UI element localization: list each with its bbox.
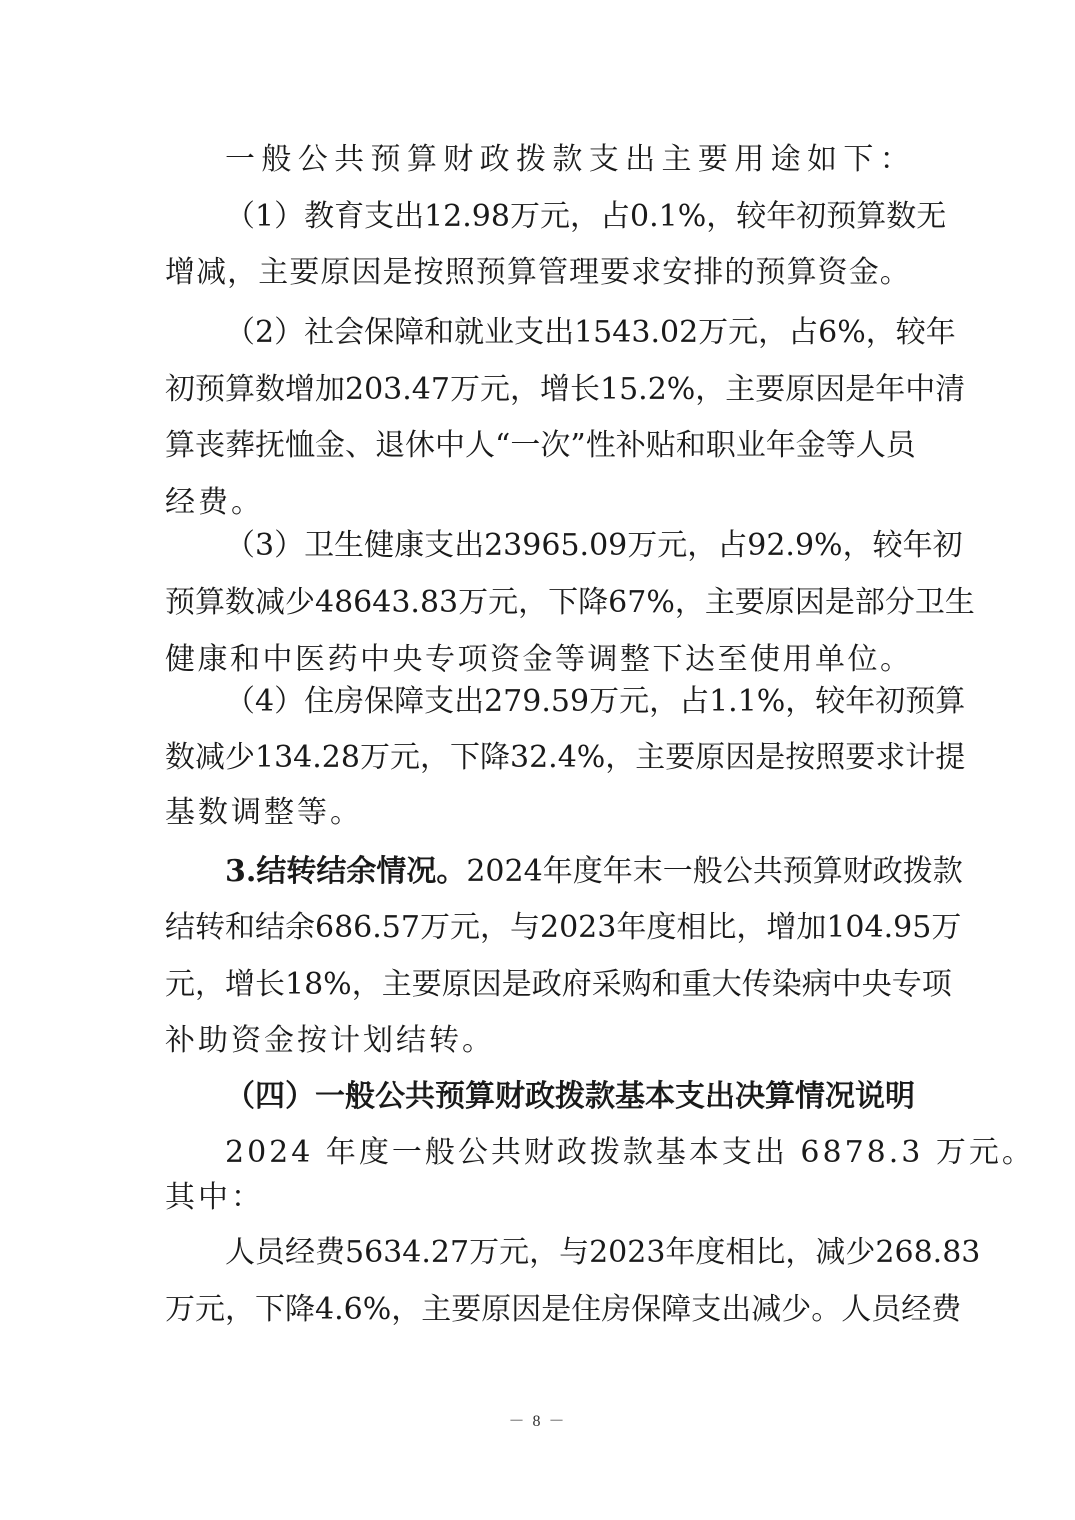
page-number: － 8 － [508, 1413, 567, 1430]
text-line: 增 减 ， 主 要 原 因 是 按 照 预 算 管 理 要 求 安 排 的 预 算 资 金 。 [165, 255, 910, 290]
text-line: 万 元 ， 下 降 4.6% ， 主 要 原 因 是 住 房 保 障 支 出 减 少 。 人 员 经 费 [165, 1292, 962, 1327]
text-line: 初 预 算 数 增 加 203.47 万 元 ， 增 长 15.2% ， 主 要 原 因 是 年 中 清 [165, 372, 966, 407]
text-line: 补助资金按计划结转。 [165, 1023, 495, 1058]
text-line: 健 康 和 中 医 药 中 央 专 项 资 金 等 调 整 下 达 至 使 用 单 位 。 [165, 642, 910, 677]
text-line: 一 般 公 共 预 算 财 政 拨 款 支 出 主 要 用 途 如 下 ： [225, 142, 910, 177]
text-line: 预 算 数 减 少 48643.83 万 元 ， 下 降 67% ， 主 要 原 因 是 部 分 卫 生 [165, 585, 975, 620]
text-line: （ 2 ） 社 会 保 障 和 就 业 支 出 1543.02 万 元 ， 占 6% ， 较 年 [225, 315, 956, 350]
text-line: 其中： [165, 1180, 264, 1215]
text-line: （ 3 ） 卫 生 健 康 支 出 23965.09 万 元 ， 占 92.9% ， 较 年 初 [225, 528, 963, 563]
text-line: （ 4 ） 住 房 保 障 支 出 279.59 万 元 ， 占 1.1% ， 较 年 初 预 算 [225, 684, 966, 719]
text-line: （ 1 ） 教 育 支 出 12.98 万 元 ， 占 0.1% ， 较 年 初 预 算 数 无 [225, 199, 947, 234]
text-line: 3. 结 转 结 余 情 况 。 2024 年 度 年 末 一 般 公 共 预 算 财 政 拨 款 [225, 854, 963, 889]
text-line: 基数调整等。 [165, 795, 363, 830]
text-line: 数 减 少 134.28 万 元 ， 下 降 32.4% ， 主 要 原 因 是 按 照 要 求 计 提 [165, 740, 966, 775]
text-line: 经费。 [165, 485, 264, 520]
text-line: （ 四 ） 一 般 公 共 预 算 财 政 拨 款 基 本 支 出 决 算 情 况 说 明 [225, 1079, 915, 1114]
text-line: 2024 年度一般公共财政拨款基本支出 6878.3 万元。 [225, 1135, 1035, 1170]
text-line: 人 员 经 费 5634.27 万 元 ， 与 2023 年 度 相 比 ， 减 少 268.83 [225, 1235, 981, 1270]
text-line: 算 丧 葬 抚 恤 金 、 退 休 中 人 “ 一 次 ” 性 补 贴 和 职 业 年 金 等 人 员 [165, 428, 916, 463]
text-line: 结 转 和 结 余 686.57 万 元 ， 与 2023 年 度 相 比 ， 增 加 104.95 万 [165, 910, 962, 945]
text-line: 元 ， 增 长 18% ， 主 要 原 因 是 政 府 采 购 和 重 大 传 染 病 中 央 专 项 [165, 967, 952, 1002]
